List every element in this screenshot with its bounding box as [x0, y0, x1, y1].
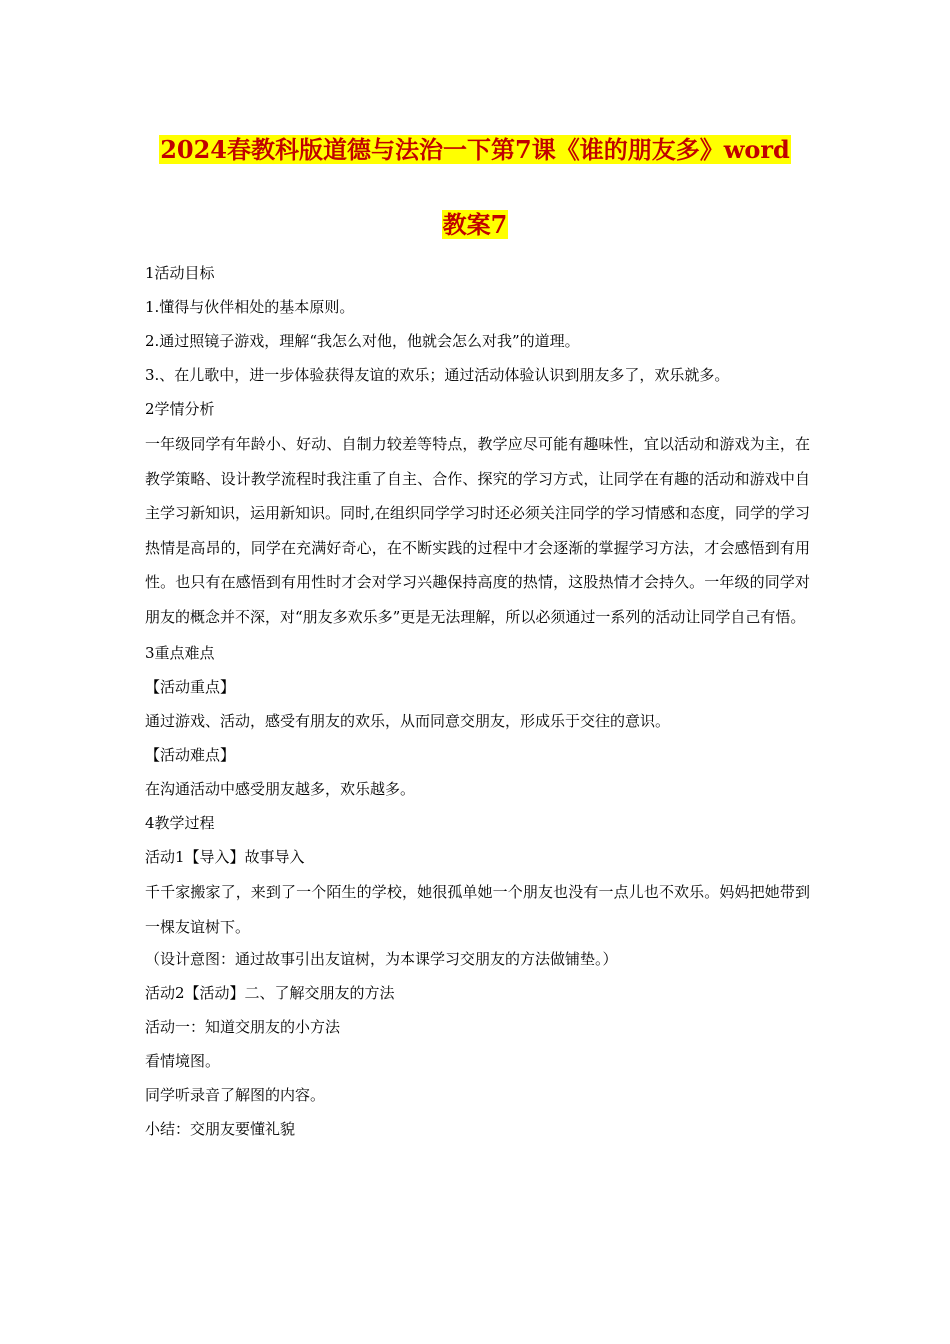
title-highlight-2: 教案7: [442, 210, 508, 239]
key-point-label: 【活动重点】: [145, 678, 236, 696]
section-heading-key-points: 3重点难点: [145, 644, 215, 662]
design-intent-note: （设计意图：通过故事引出友谊树，为本课学习交朋友的方法做铺垫。）: [145, 950, 618, 968]
story-paragraph: 千千家搬家了，来到了一个陌生的学校，她很孤单她一个朋友也没有一点儿也不欢乐。妈妈把她带到一棵友谊树下。: [145, 883, 810, 936]
document-title-line-1: [0, 134, 950, 166]
view-picture-step: 看情境图。: [145, 1052, 221, 1070]
goal-item-2: 2.通过照镜子游戏，理解“我怎么对他，他就会怎么对我”的道理。: [145, 332, 580, 350]
sub-activity-1: 活动一：知道交朋友的小方法: [145, 1018, 341, 1036]
summary-text: 小结：交朋友要懂礼貌: [145, 1120, 296, 1138]
section-heading-goals: 1活动目标: [145, 264, 215, 282]
analysis-paragraph: 一年级同学有年龄小、好动、自制力较差等特点，教学应尽可能有趣味性，宜以活动和游戏为主，在教学策略、设计教学流程时我注重了自主、合作、探究的学习方式，让同学在有趣的活动和游戏中自主学习新知识，运用新知识。同时,在组织同学学习时还必须关注同学的学习情感和态度，同学的学习热情是高昂的，同学在充满好奇心，在不断实践的过程中才会逐渐的掌握学习方法，才会感悟到有用性。也只有在感悟到有用性时才会对学习兴趣保持高度的热情，这股热情才会持久。一年级的同学对朋友的概念并不深，对“朋友多欢乐多”更是无法理解，所以必须通过一系列的活动让同学自己有悟。: [145, 435, 810, 626]
difficulty-text: 在沟通活动中感受朋友越多，欢乐越多。: [145, 780, 416, 798]
document-title-line-2: [0, 209, 950, 241]
goal-item-3: 3.、在儿歌中，进一步体验获得友谊的欢乐；通过活动体验认识到朋友多了，欢乐就多。: [145, 366, 730, 384]
key-point-text: 通过游戏、活动，感受有朋友的欢乐，从而同意交朋友，形成乐于交往的意识。: [145, 712, 671, 730]
difficulty-label: 【活动难点】: [145, 746, 236, 764]
section-heading-analysis: 2学情分析: [145, 400, 215, 418]
activity-1-heading: 活动1【导入】故事导入: [145, 848, 305, 866]
document-body: [145, 260, 810, 1150]
section-heading-process: 4教学过程: [145, 814, 215, 832]
listen-recording-step: 同学听录音了解图的内容。: [145, 1086, 326, 1104]
activity-2-heading: 活动2【活动】二、了解交朋友的方法: [145, 984, 395, 1002]
title-highlight-1: 2024春教科版道德与法治一下第7课《谁的朋友多》word: [160, 135, 790, 164]
goal-item-1: 1.懂得与伙伴相处的基本原则。: [145, 298, 355, 316]
